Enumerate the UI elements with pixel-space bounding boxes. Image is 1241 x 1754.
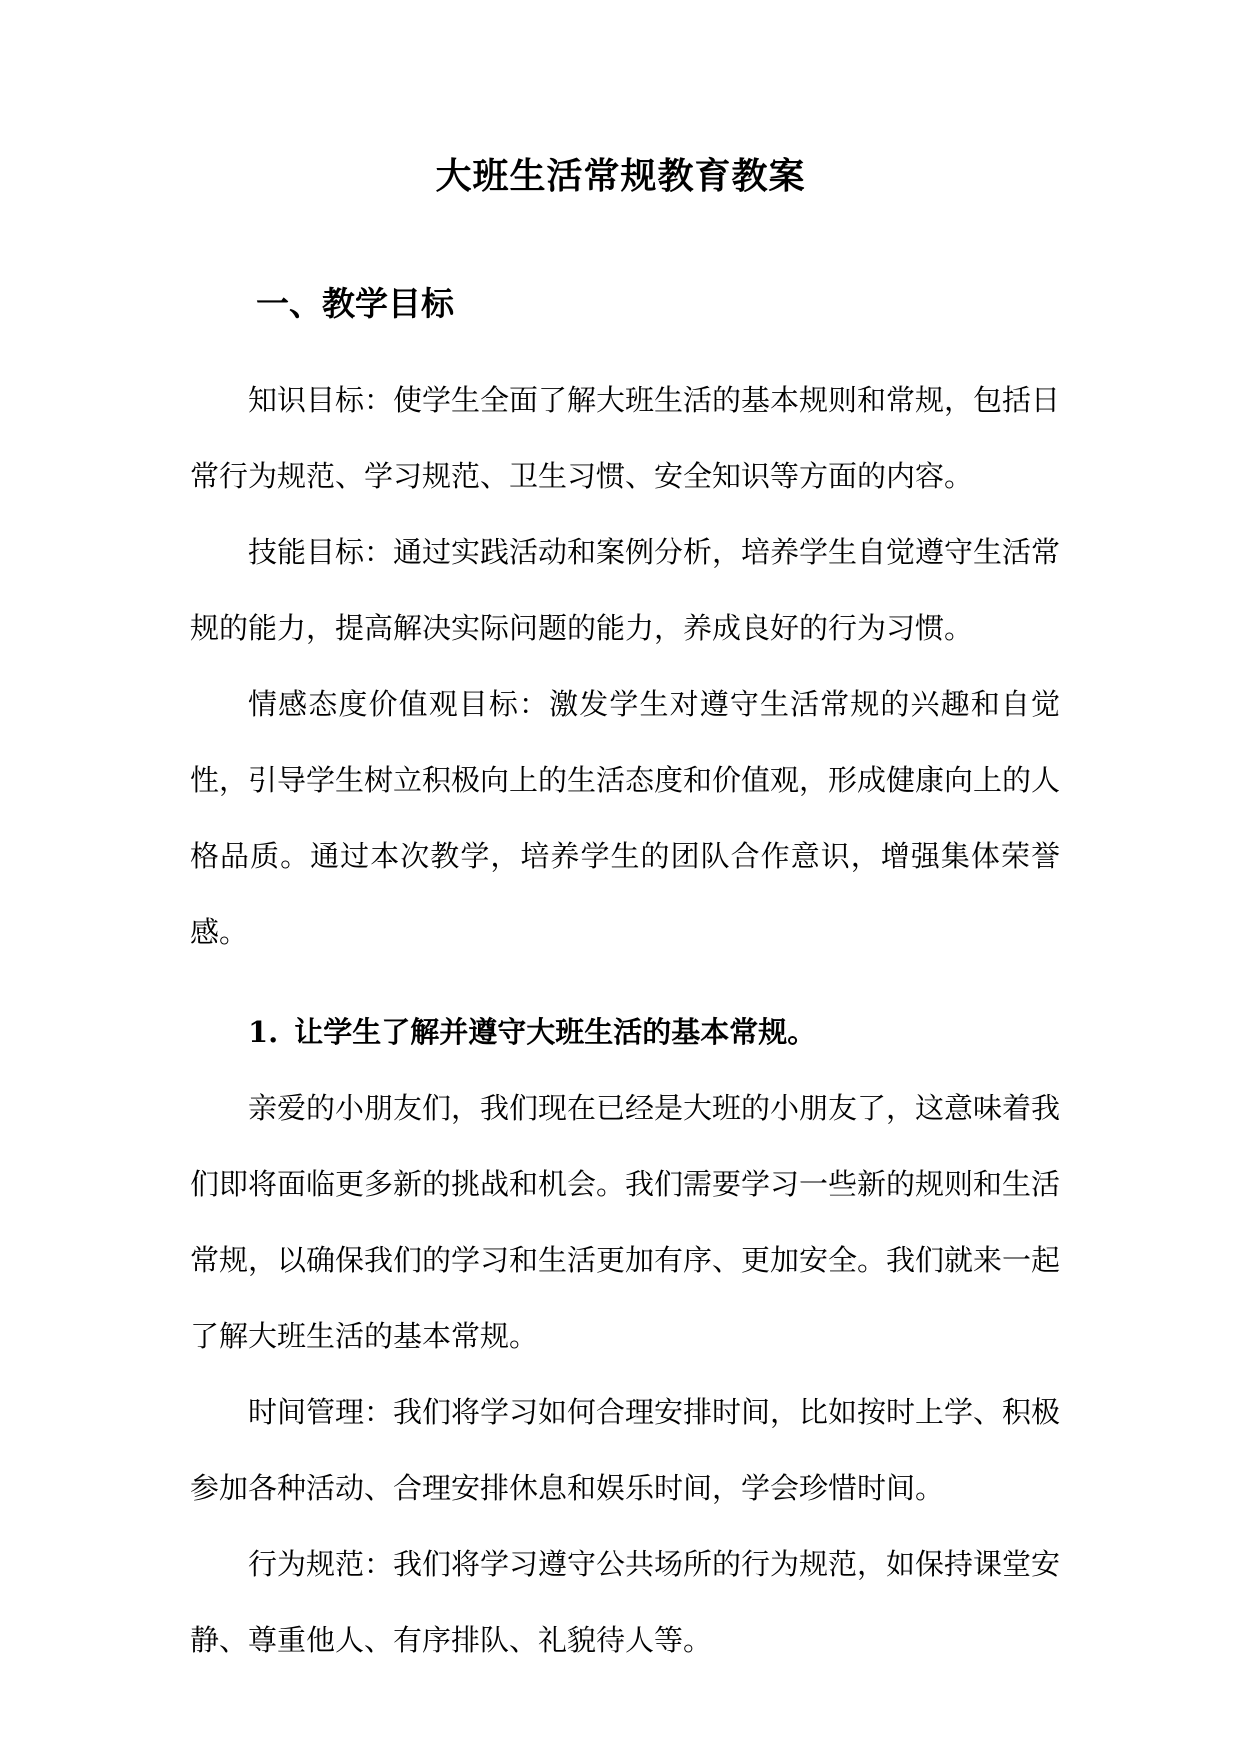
paragraph-attitude-goal: 情感态度价值观目标：激发学生对遵守生活常规的兴趣和自觉性，引导学生树立积极向上的生活态度和价值观，形成健康向上的人格品质。通过本次教学，培养学生的团队合作意识，增强集体荣誉感。 <box>190 687 1061 949</box>
paragraph-time-management: 时间管理：我们将学习如何合理安排时间，比如按时上学、积极参加各种活动、合理安排休息和娱乐时间，学会珍惜时间。 <box>190 1395 1061 1505</box>
document-title: 大班生活常规教育教案 <box>435 155 806 197</box>
section-heading-teaching-goals: 一、教学目标 <box>256 284 454 323</box>
document-body <box>190 362 1060 1678</box>
paragraph-skill-goal: 技能目标：通过实践活动和案例分析，培养学生自觉遵守生活常规的能力，提高解决实际问题的能力，养成良好的行为习惯。 <box>190 535 1061 645</box>
paragraph-intro: 亲爱的小朋友们，我们现在已经是大班的小朋友了，这意味着我们即将面临更多新的挑战和机会。我们需要学习一些新的规则和生活常规，以确保我们的学习和生活更加有序、更加安全。我们就来一起了解大班生活的基本常规。 <box>190 1091 1061 1353</box>
subsection-heading-text: 让学生了解并遵守大班生活的基本常规。 <box>294 1015 817 1049</box>
subsection-number: 1. <box>248 1015 279 1049</box>
paragraph-behavior-norms: 行为规范：我们将学习遵守公共场所的行为规范，如保持课堂安静、尊重他人、有序排队、礼貌待人等。 <box>190 1547 1061 1657</box>
subsection-heading <box>190 994 1060 1070</box>
paragraph-knowledge-goal: 知识目标：使学生全面了解大班生活的基本规则和常规，包括日常行为规范、学习规范、卫生习惯、安全知识等方面的内容。 <box>190 383 1061 493</box>
